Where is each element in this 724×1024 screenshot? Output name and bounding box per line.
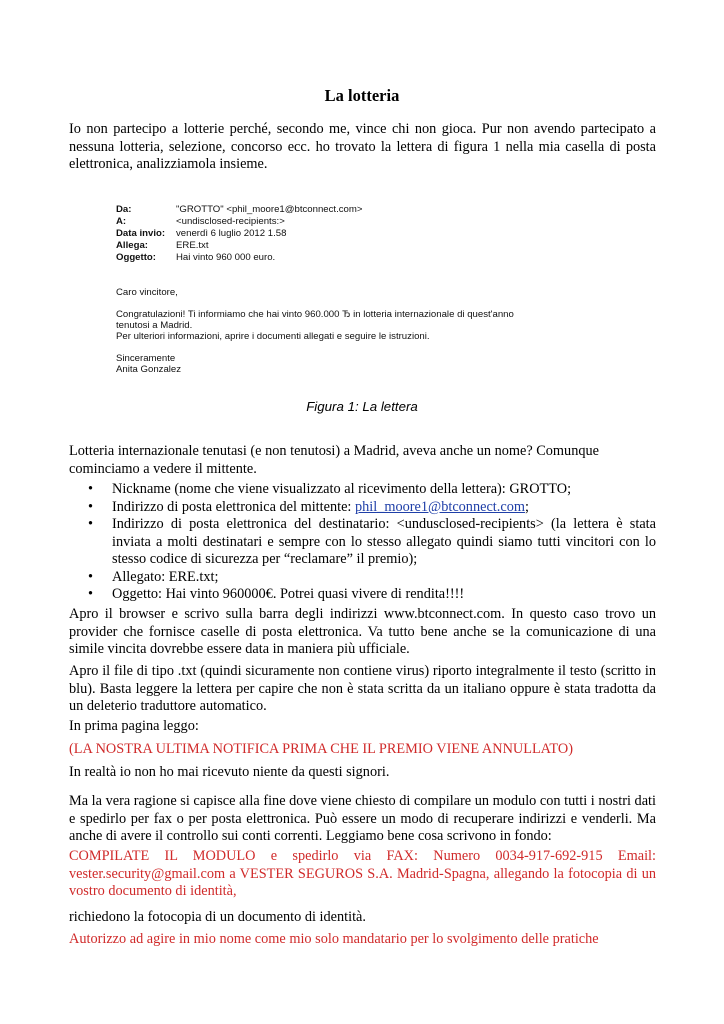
email-body-line: Per ulteriori informazioni, aprire i documenti allegati e seguire le istruzioni. [116, 331, 430, 342]
header-value: <undisclosed-recipients:> [176, 216, 285, 227]
paragraph: Apro il file di tipo .txt (quindi sicuramente non contiene virus) riporto integralmente il testo (scritto in blu). Basta leggere la lettera per capire che non è stata scritta da un italiano oppure è stata tradotta da un deleterio traduttore automatico. [69, 663, 656, 714]
header-key: Oggetto: [116, 252, 156, 263]
bullet-icon: • [88, 481, 94, 497]
list-item-text: Nickname (nome che viene visualizzato al ricevimento della lettera): GROTTO; [112, 481, 572, 497]
email-header-to [116, 216, 556, 228]
header-value: "GROTTO" <phil_moore1@btconnect.com> [176, 204, 363, 215]
paragraph: In prima pagina leggo: [69, 718, 199, 734]
intro-paragraph: Io non partecipo a lotterie perché, secondo me, vince chi non gioca. Pur non avendo partecipato a nessuna lotteria, selezione, concorso ecc. ho trovato la lettera di figura 1 nella mia casella di posta elettronica, analizziamola insieme. [69, 121, 656, 172]
quoted-red-text: (LA NOSTRA ULTIMA NOTIFICA PRIMA CHE IL PREMIO VIENE ANNULLATO) [69, 741, 573, 757]
list-item-text: Oggetto: Hai vinto 960000€. Potrei quasi vivere di rendita!!!! [112, 586, 465, 602]
header-value: Hai vinto 960 000 euro. [176, 252, 276, 263]
email-header-attachment [116, 240, 556, 252]
header-key: A: [116, 216, 127, 227]
list-item-text: Indirizzo di posta elettronica del destinatario: <undusclosed-recipients> (la lettera è stata inviata a molti destinatari e sempre con lo stesso allegato quindi siamo tutti vincitori con lo stesso codice di sicurezza per “reclamare” il premio); [112, 516, 656, 567]
email-body [116, 264, 556, 375]
email-body-line: Congratulazioni! Ti informiamo che hai vinto 960.000 Ђ in lotteria internazionale di quest'anno [116, 309, 514, 320]
header-value: ERE.txt [176, 240, 209, 251]
list-item-text: ; [524, 498, 529, 515]
sender-email-link[interactable]: phil_moore1@btconnect.com [354, 498, 525, 515]
header-value: venerdì 6 luglio 2012 1.58 [176, 228, 287, 239]
list-item-text: Allegato: ERE.txt; [112, 568, 219, 585]
email-headers [116, 204, 556, 264]
email-figure [116, 204, 556, 375]
figure-caption: Figura 1: La lettera [306, 399, 418, 414]
paragraph: Lotteria internazionale tenutasi (e non tenutosi) a Madrid, aveva anche un nome? Comunque cominciamo a vedere il mittente. [69, 443, 599, 477]
paragraph: In realtà io non ho mai ricevuto niente da questi signori. [69, 764, 390, 780]
bullet-icon: • [88, 586, 94, 602]
email-header-date [116, 228, 556, 240]
email-closing: Sinceramente [116, 353, 176, 364]
quoted-red-text: Autorizzo ad agire in mio nome come mio solo mandatario per lo svolgimento delle pratiche [69, 931, 599, 947]
header-key: Da: [116, 204, 132, 215]
list-item [69, 481, 656, 499]
header-key: Allega: [116, 240, 148, 251]
bullet-list [69, 481, 656, 604]
email-greeting: Caro vincitore, [116, 287, 178, 298]
quoted-red-text: COMPILATE IL MODULO e spedirlo via FAX: Numero 0034-917-692-915 Email: vester.security@gmail.com a VESTER SEGUROS S.A. Madrid-Spagna, allegando la fotocopia di un vostro documento di identità, [69, 848, 656, 899]
email-header-from [116, 204, 556, 216]
bullet-icon: • [88, 498, 94, 515]
bullet-icon: • [88, 516, 94, 532]
email-header-subject [116, 252, 556, 264]
page-title: La lotteria [324, 86, 400, 105]
list-item [69, 569, 656, 587]
paragraph: Ma la vera ragione si capisce alla fine dove viene chiesto di compilare un modulo con tutti i nostri dati e spedirlo per fax o per posta elettronica. Può essere un modo di recuperare indirizzi e venderli. Ma anche di avere il controllo sui conti correnti. Leggiamo bene cosa scrivono in fondo: [69, 793, 656, 844]
list-item [69, 516, 656, 569]
list-item [69, 586, 656, 604]
paragraph: Apro il browser e scrivo sulla barra degli indirizzi www.btconnect.com. In questo caso trovo un provider che fornisce caselle di posta elettronica. Va tutto bene anche se la comunicazione di una simile vincita dovrebbe essere data in maniera più ufficiale. [69, 606, 656, 657]
email-body-line: tenutosi a Madrid. [116, 320, 193, 331]
paragraph: richiedono la fotocopia di un documento di identità. [69, 909, 366, 925]
list-item-text: Indirizzo di posta elettronica del mittente: [112, 498, 355, 515]
header-key: Data invio: [116, 228, 166, 239]
bullet-icon: • [88, 568, 94, 585]
email-signature: Anita Gonzalez [116, 364, 182, 375]
list-item [69, 499, 656, 517]
